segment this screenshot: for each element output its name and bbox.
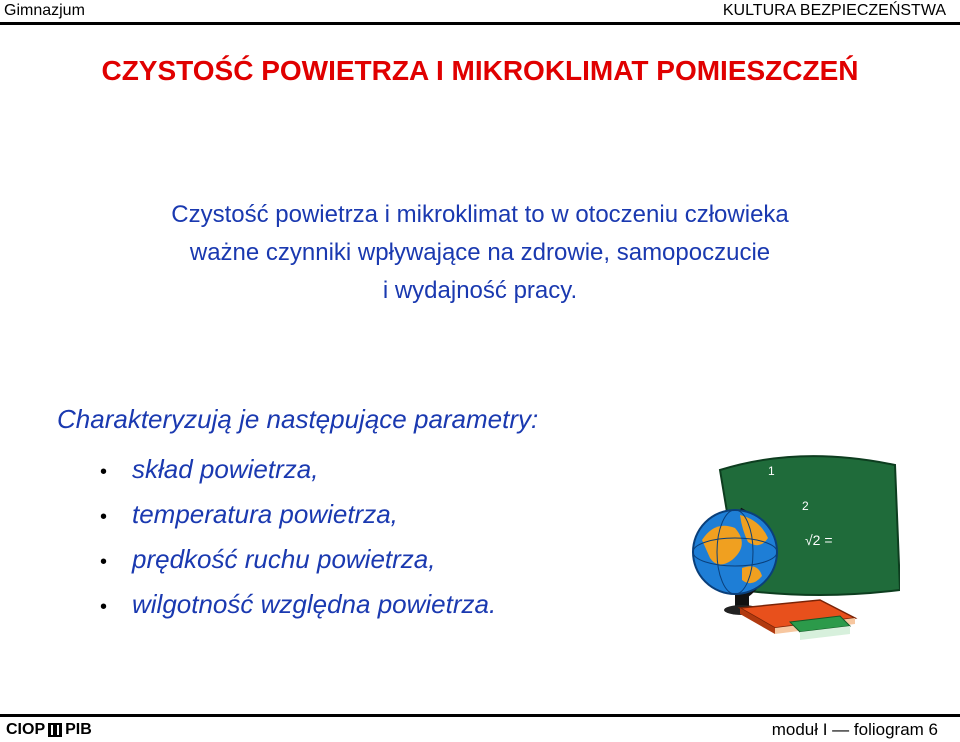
intro-line-1: Czystość powietrza i mikroklimat to w otoczeniu człowieka	[171, 201, 789, 228]
bullet-icon: •	[100, 551, 108, 573]
intro-line-3: i wydajność pracy.	[382, 277, 578, 304]
parameters-list	[100, 448, 496, 628]
list-item	[100, 448, 496, 493]
header-subject-level: Gimnazjum	[4, 2, 85, 19]
bullet-icon: •	[100, 461, 108, 483]
logo-text-right: PIB	[65, 721, 92, 738]
list-item	[100, 493, 496, 538]
header-divider	[0, 22, 960, 25]
footer-divider	[0, 714, 960, 717]
bullet-icon: •	[100, 506, 108, 528]
list-item-text: prędkość ruchu powietrza,	[132, 544, 436, 574]
list-item	[100, 583, 496, 628]
ciop-pib-logo	[6, 721, 92, 739]
logo-mark-icon	[48, 723, 62, 737]
header-course-name: KULTURA BEZPIECZEŃSTWA	[722, 2, 946, 19]
slide-title: CZYSTOŚĆ POWIETRZA I MIKROKLIMAT POMIESZCZEŃ	[101, 55, 859, 86]
board-text: 2	[802, 499, 809, 513]
parameters-heading: Charakteryzują je następujące parametry:	[57, 404, 539, 434]
bullet-icon: •	[100, 596, 108, 618]
list-item-text: wilgotność względna powietrza.	[132, 589, 497, 619]
globe-and-books-icon	[680, 450, 900, 640]
intro-paragraph	[40, 196, 920, 310]
slide-number: moduł I — foliogram 6	[771, 720, 938, 739]
list-item	[100, 538, 496, 583]
board-text: 1	[768, 464, 775, 478]
list-item-text: temperatura powietrza,	[132, 499, 398, 529]
board-text: √2 =	[805, 532, 833, 548]
intro-line-2: ważne czynniki wpływające na zdrowie, samopoczucie	[189, 239, 771, 266]
list-item-text: skład powietrza,	[132, 454, 319, 484]
logo-text-left: CIOP	[6, 721, 46, 738]
